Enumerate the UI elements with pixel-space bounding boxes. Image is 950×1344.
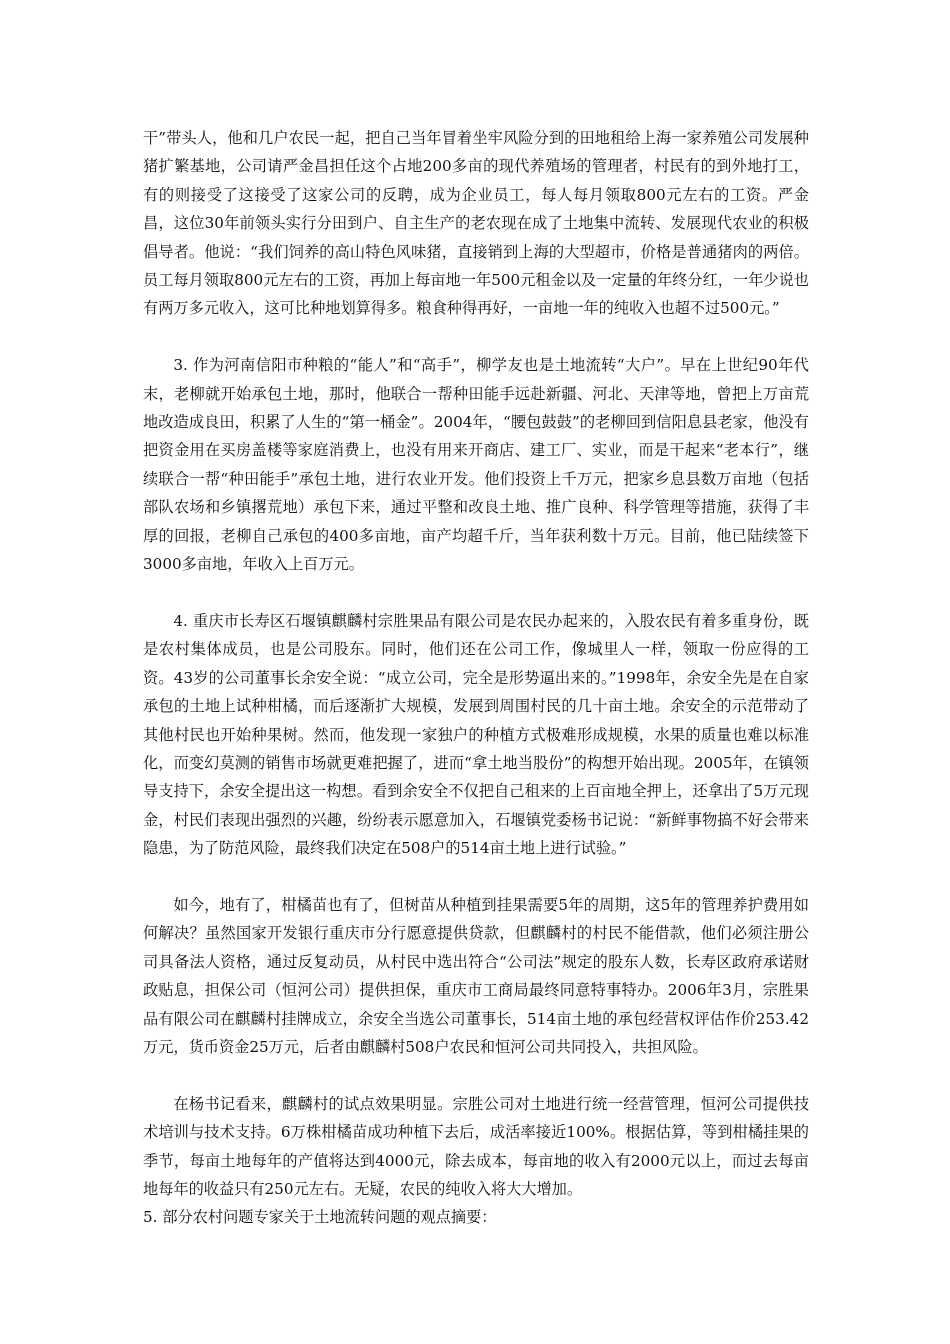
paragraph-gap <box>143 323 809 351</box>
paragraph-pilot-results: 在杨书记看来，麒麟村的试点效果明显。宗胜公司对土地进行统一经营管理，恒河公司提供技术培训与技术支持。6万株柑橘苗成功种植下去后，成活率接近100%。根据估算，等到柑橘挂果的季节，每亩土地每年的产值将达到4000元，除去成本，每亩地的收入有2000元以上，而过去每亩地每年的收益只有250元左右。无疑，农民的纯收入将大大增加。 <box>143 1094 809 1198</box>
paragraph-gap <box>143 863 809 891</box>
paragraph-gap <box>143 578 809 606</box>
paragraph-item-4-chongqing-zongsheng: 4. 重庆市长寿区石堰镇麒麟村宗胜果品有限公司是农民办起来的，入股农民有着多重身份，既是农村集体成员，也是公司股东。同时，他们还在公司工作，像城里人一样，领取一份应得的工资。43岁的公司董事长余安全说：“成立公司，完全是形势逼出来的。”1998年，余安全先是在自家承包的土地上试种柑橘，而后逐渐扩大规模，发展到周围村民的几十亩土地。余安全的示范带动了其他村民也开始种果树。然而，他发现一家独户的种植方式极难形成规模，水果的质量也难以标准化，而变幻莫测的销售市场就更难把握了，进而“拿土地当股份”的构想开始出现。2005年，在镇领导支持下，余安全提出这一构想。看到余安全不仅把自己租来的上百亩地全押上，还拿出了5万元现金，村民们表现出强烈的兴趣，纷纷表示愿意加入，石堰镇党委杨书记说：“新鲜事物搞不好会带来隐患，为了防范风险，最终我们决定在508户的514亩土地上进行试验。” <box>143 611 809 858</box>
paragraph-item-3-liu-xueyou: 3. 作为河南信阳市种粮的“能人”和“高手”，柳学友也是土地流转“大户”。早在上世纪90年代末，老柳就开始承包土地，那时，他联合一帮种田能手远赴新疆、河北、天津等地，曾把上万亩荒地改造成良田，积累了人生的“第一桶金”。2004年，“腰包鼓鼓”的老柳回到信阳息县老家，他没有把资金用在买房盖楼等家庭消费上，也没有用来开商店、建工厂、实业，而是干起来“老本行”，继续联合一帮“种田能手”承包土地，进行农业开发。他们投资上千万元，把家乡息县数万亩地（包括部队农场和乡镇撂荒地）承包下来，通过平整和改良土地、推广良种、科学管理等措施，获得了丰厚的回报，老柳自己承包的400多亩地，亩产均超千斤，当年获利数十万元。目前，他已陆续签下3000多亩地，年收入上百万元。 <box>143 356 809 574</box>
paragraph-funding: 如今，地有了，柑橘苗也有了，但树苗从种植到挂果需要5年的周期，这5年的管理养护费用如何解决？虽然国家开发银行重庆市分行愿意提供贷款，但麒麟村的村民不能借款，他们必须注册公司具备法人资格，通过反复动员，从村民中选出符合“公司法”规定的股东人数，长寿区政府承诺财政贴息，担保公司（恒河公司）提供担保，重庆市工商局最终同意特事特办。2006年3月，宗胜果品有限公司在麒麟村挂牌成立，余安全当选公司董事长，514亩土地的承包经营权评估作价253.42万元，货币资金25万元，后者由麒麟村508户农民和恒河公司共同投入，共担风险。 <box>143 895 809 1056</box>
paragraph-gap <box>143 1061 809 1089</box>
paragraph-yan-jinchang: 干”带头人，他和几户农民一起，把自己当年冒着坐牢风险分到的田地租给上海一家养殖公司发展种猪扩繁基地，公司请严金昌担任这个占地200多亩的现代养殖场的管理者，村民有的到外地打工，有的则接受了这接受了这家公司的反聘，成为企业员工，每人每月领取800元左右的工资。严金昌，这位30年前领头实行分田到户、自主生产的老农现在成了土地集中流转、发展现代农业的积极倡导者。他说：“我们饲养的高山特色风味猪，直接销到上海的大型超市，价格是普通猪肉的两倍。员工每月领取800元左右的工资，再加上每亩地一年500元租金以及一定量的年终分红，一年少说也有两万多元收入，这可比种地划算得多。粮食种得再好，一亩地一年的纯收入也超不过500元。” <box>143 129 809 318</box>
document-page <box>143 124 809 1232</box>
paragraph-item-5-expert-views: 5. 部分农村问题专家关于土地流转问题的观点摘要： <box>143 1208 497 1227</box>
